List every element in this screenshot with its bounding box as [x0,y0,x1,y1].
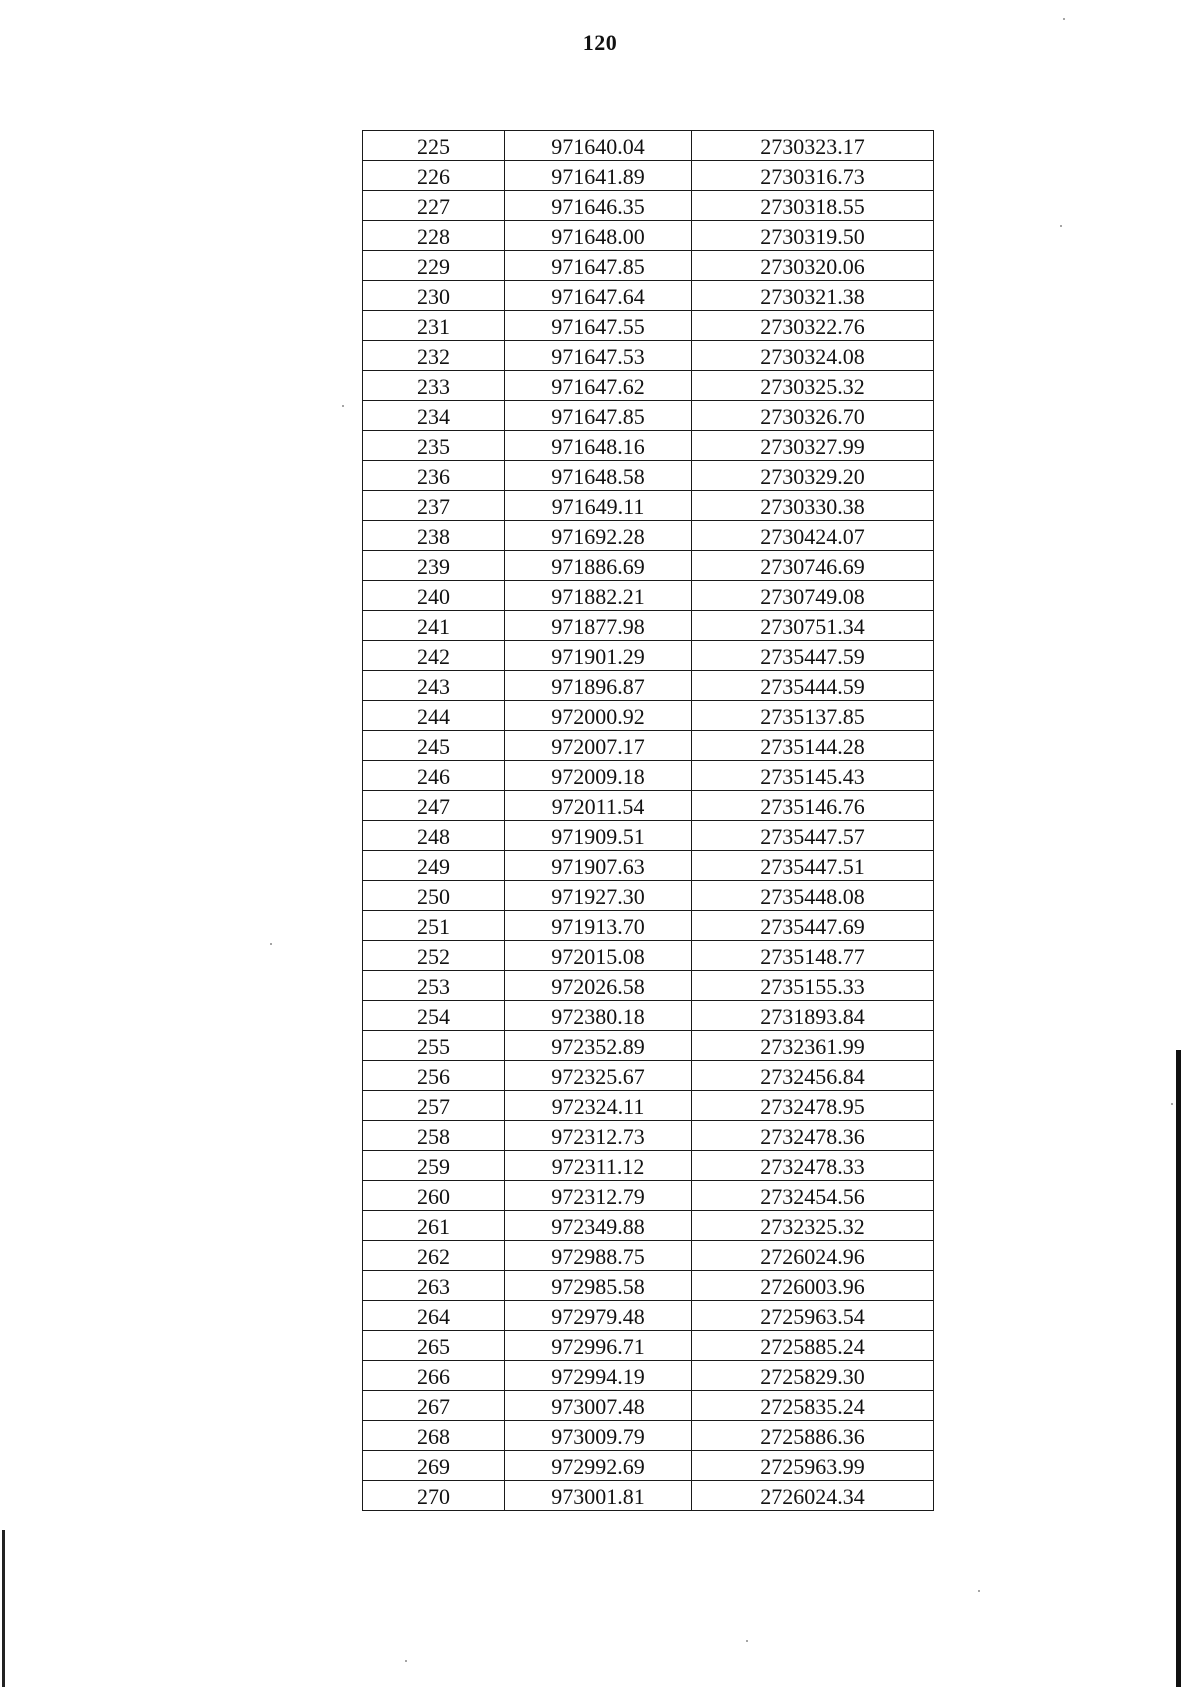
point-number-cell: 230 [363,281,505,311]
y-coordinate-cell: 2730746.69 [692,551,934,581]
coordinate-table-body [363,131,934,1511]
table-row [363,1331,934,1361]
point-number-cell: 248 [363,821,505,851]
table-row [363,1361,934,1391]
table-row [363,1271,934,1301]
x-coordinate-cell: 971648.16 [505,431,692,461]
table-row [363,941,934,971]
point-number-cell: 258 [363,1121,505,1151]
x-coordinate-cell: 972009.18 [505,761,692,791]
x-coordinate-cell: 972349.88 [505,1211,692,1241]
point-number-cell: 242 [363,641,505,671]
x-coordinate-cell: 971647.62 [505,371,692,401]
x-coordinate-cell: 971882.21 [505,581,692,611]
y-coordinate-cell: 2725963.54 [692,1301,934,1331]
table-row [363,161,934,191]
scan-edge-mark-right [1176,1050,1181,1687]
table-row [363,1211,934,1241]
table-row [363,461,934,491]
table-row [363,341,934,371]
table-row [363,911,934,941]
point-number-cell: 270 [363,1481,505,1511]
table-row [363,1181,934,1211]
table-row [363,131,934,161]
table-row [363,1421,934,1451]
table-row [363,791,934,821]
point-number-cell: 225 [363,131,505,161]
x-coordinate-cell: 971648.58 [505,461,692,491]
y-coordinate-cell: 2735447.69 [692,911,934,941]
table-row [363,221,934,251]
y-coordinate-cell: 2735447.59 [692,641,934,671]
table-row [363,401,934,431]
x-coordinate-cell: 973007.48 [505,1391,692,1421]
x-coordinate-cell: 972015.08 [505,941,692,971]
y-coordinate-cell: 2735146.76 [692,791,934,821]
point-number-cell: 226 [363,161,505,191]
point-number-cell: 231 [363,311,505,341]
y-coordinate-cell: 2732325.32 [692,1211,934,1241]
scan-speck [746,1640,748,1642]
point-number-cell: 266 [363,1361,505,1391]
x-coordinate-cell: 971877.98 [505,611,692,641]
y-coordinate-cell: 2726003.96 [692,1271,934,1301]
x-coordinate-cell: 972324.11 [505,1091,692,1121]
x-coordinate-cell: 971649.11 [505,491,692,521]
point-number-cell: 246 [363,761,505,791]
y-coordinate-cell: 2735145.43 [692,761,934,791]
point-number-cell: 243 [363,671,505,701]
x-coordinate-cell: 973001.81 [505,1481,692,1511]
table-row [363,431,934,461]
x-coordinate-cell: 971647.64 [505,281,692,311]
table-row [363,641,934,671]
x-coordinate-cell: 972979.48 [505,1301,692,1331]
x-coordinate-cell: 972026.58 [505,971,692,1001]
y-coordinate-cell: 2725829.30 [692,1361,934,1391]
x-coordinate-cell: 971909.51 [505,821,692,851]
point-number-cell: 252 [363,941,505,971]
x-coordinate-cell: 971913.70 [505,911,692,941]
table-row [363,731,934,761]
y-coordinate-cell: 2735148.77 [692,941,934,971]
table-row [363,551,934,581]
point-number-cell: 261 [363,1211,505,1241]
x-coordinate-cell: 972000.92 [505,701,692,731]
point-number-cell: 265 [363,1331,505,1361]
point-number-cell: 235 [363,431,505,461]
table-row [363,491,934,521]
x-coordinate-cell: 971647.53 [505,341,692,371]
y-coordinate-cell: 2735444.59 [692,671,934,701]
x-coordinate-cell: 971648.00 [505,221,692,251]
x-coordinate-cell: 971896.87 [505,671,692,701]
table-row [363,1031,934,1061]
y-coordinate-cell: 2730322.76 [692,311,934,341]
y-coordinate-cell: 2730324.08 [692,341,934,371]
x-coordinate-cell: 971692.28 [505,521,692,551]
y-coordinate-cell: 2725886.36 [692,1421,934,1451]
point-number-cell: 227 [363,191,505,221]
y-coordinate-cell: 2730318.55 [692,191,934,221]
point-number-cell: 259 [363,1151,505,1181]
y-coordinate-cell: 2730321.38 [692,281,934,311]
x-coordinate-cell: 971647.55 [505,311,692,341]
y-coordinate-cell: 2732478.33 [692,1151,934,1181]
x-coordinate-cell: 972007.17 [505,731,692,761]
table-row [363,191,934,221]
table-row [363,761,934,791]
table-row [363,1391,934,1421]
table-row [363,1451,934,1481]
point-number-cell: 232 [363,341,505,371]
table-row [363,1091,934,1121]
coordinate-table [362,130,934,1511]
point-number-cell: 236 [363,461,505,491]
x-coordinate-cell: 971907.63 [505,851,692,881]
point-number-cell: 264 [363,1301,505,1331]
point-number-cell: 263 [363,1271,505,1301]
y-coordinate-cell: 2735144.28 [692,731,934,761]
point-number-cell: 228 [363,221,505,251]
y-coordinate-cell: 2735155.33 [692,971,934,1001]
table-row [363,1061,934,1091]
x-coordinate-cell: 972994.19 [505,1361,692,1391]
point-number-cell: 237 [363,491,505,521]
point-number-cell: 260 [363,1181,505,1211]
table-row [363,671,934,701]
point-number-cell: 262 [363,1241,505,1271]
x-coordinate-cell: 972011.54 [505,791,692,821]
point-number-cell: 269 [363,1451,505,1481]
table-row [363,251,934,281]
table-row [363,821,934,851]
point-number-cell: 244 [363,701,505,731]
table-row [363,1001,934,1031]
x-coordinate-cell: 972996.71 [505,1331,692,1361]
scan-speck [270,943,272,945]
y-coordinate-cell: 2725835.24 [692,1391,934,1421]
x-coordinate-cell: 971901.29 [505,641,692,671]
x-coordinate-cell: 971927.30 [505,881,692,911]
point-number-cell: 233 [363,371,505,401]
y-coordinate-cell: 2726024.96 [692,1241,934,1271]
y-coordinate-cell: 2730751.34 [692,611,934,641]
y-coordinate-cell: 2730319.50 [692,221,934,251]
y-coordinate-cell: 2732454.56 [692,1181,934,1211]
x-coordinate-cell: 972985.58 [505,1271,692,1301]
x-coordinate-cell: 972312.79 [505,1181,692,1211]
y-coordinate-cell: 2735137.85 [692,701,934,731]
y-coordinate-cell: 2730316.73 [692,161,934,191]
table-row [363,971,934,1001]
x-coordinate-cell: 971647.85 [505,401,692,431]
point-number-cell: 267 [363,1391,505,1421]
scan-speck [1171,1103,1173,1105]
table-row [363,581,934,611]
x-coordinate-cell: 972325.67 [505,1061,692,1091]
table-row [363,521,934,551]
scan-speck [405,1660,407,1662]
scan-speck [1063,18,1065,20]
table-row [363,311,934,341]
y-coordinate-cell: 2732478.36 [692,1121,934,1151]
y-coordinate-cell: 2735447.57 [692,821,934,851]
x-coordinate-cell: 972352.89 [505,1031,692,1061]
point-number-cell: 247 [363,791,505,821]
scan-speck [1060,225,1062,227]
table-row [363,1151,934,1181]
scan-edge-mark-left [2,1530,5,1687]
table-row [363,701,934,731]
x-coordinate-cell: 971647.85 [505,251,692,281]
point-number-cell: 229 [363,251,505,281]
x-coordinate-cell: 972311.12 [505,1151,692,1181]
y-coordinate-cell: 2726024.34 [692,1481,934,1511]
point-number-cell: 245 [363,731,505,761]
table-row [363,1241,934,1271]
x-coordinate-cell: 972992.69 [505,1451,692,1481]
point-number-cell: 240 [363,581,505,611]
y-coordinate-cell: 2730424.07 [692,521,934,551]
point-number-cell: 239 [363,551,505,581]
point-number-cell: 254 [363,1001,505,1031]
point-number-cell: 238 [363,521,505,551]
x-coordinate-cell: 971886.69 [505,551,692,581]
y-coordinate-cell: 2732456.84 [692,1061,934,1091]
y-coordinate-cell: 2732361.99 [692,1031,934,1061]
point-number-cell: 234 [363,401,505,431]
table-row [363,1121,934,1151]
point-number-cell: 241 [363,611,505,641]
x-coordinate-cell: 972312.73 [505,1121,692,1151]
y-coordinate-cell: 2730327.99 [692,431,934,461]
point-number-cell: 250 [363,881,505,911]
y-coordinate-cell: 2730329.20 [692,461,934,491]
y-coordinate-cell: 2732478.95 [692,1091,934,1121]
point-number-cell: 256 [363,1061,505,1091]
y-coordinate-cell: 2730323.17 [692,131,934,161]
point-number-cell: 251 [363,911,505,941]
y-coordinate-cell: 2725885.24 [692,1331,934,1361]
y-coordinate-cell: 2730330.38 [692,491,934,521]
table-row [363,881,934,911]
y-coordinate-cell: 2730749.08 [692,581,934,611]
y-coordinate-cell: 2735448.08 [692,881,934,911]
point-number-cell: 255 [363,1031,505,1061]
y-coordinate-cell: 2730320.06 [692,251,934,281]
x-coordinate-cell: 971640.04 [505,131,692,161]
y-coordinate-cell: 2730326.70 [692,401,934,431]
table-row [363,611,934,641]
point-number-cell: 268 [363,1421,505,1451]
table-row [363,1301,934,1331]
table-row [363,1481,934,1511]
scan-speck [342,405,344,407]
point-number-cell: 249 [363,851,505,881]
point-number-cell: 253 [363,971,505,1001]
y-coordinate-cell: 2731893.84 [692,1001,934,1031]
scan-speck [978,1590,980,1592]
y-coordinate-cell: 2735447.51 [692,851,934,881]
x-coordinate-cell: 971646.35 [505,191,692,221]
page-number: 120 [582,30,618,55]
table-row [363,851,934,881]
x-coordinate-cell: 972988.75 [505,1241,692,1271]
table-row [363,281,934,311]
x-coordinate-cell: 973009.79 [505,1421,692,1451]
x-coordinate-cell: 971641.89 [505,161,692,191]
table-row [363,371,934,401]
x-coordinate-cell: 972380.18 [505,1001,692,1031]
point-number-cell: 257 [363,1091,505,1121]
y-coordinate-cell: 2725963.99 [692,1451,934,1481]
y-coordinate-cell: 2730325.32 [692,371,934,401]
